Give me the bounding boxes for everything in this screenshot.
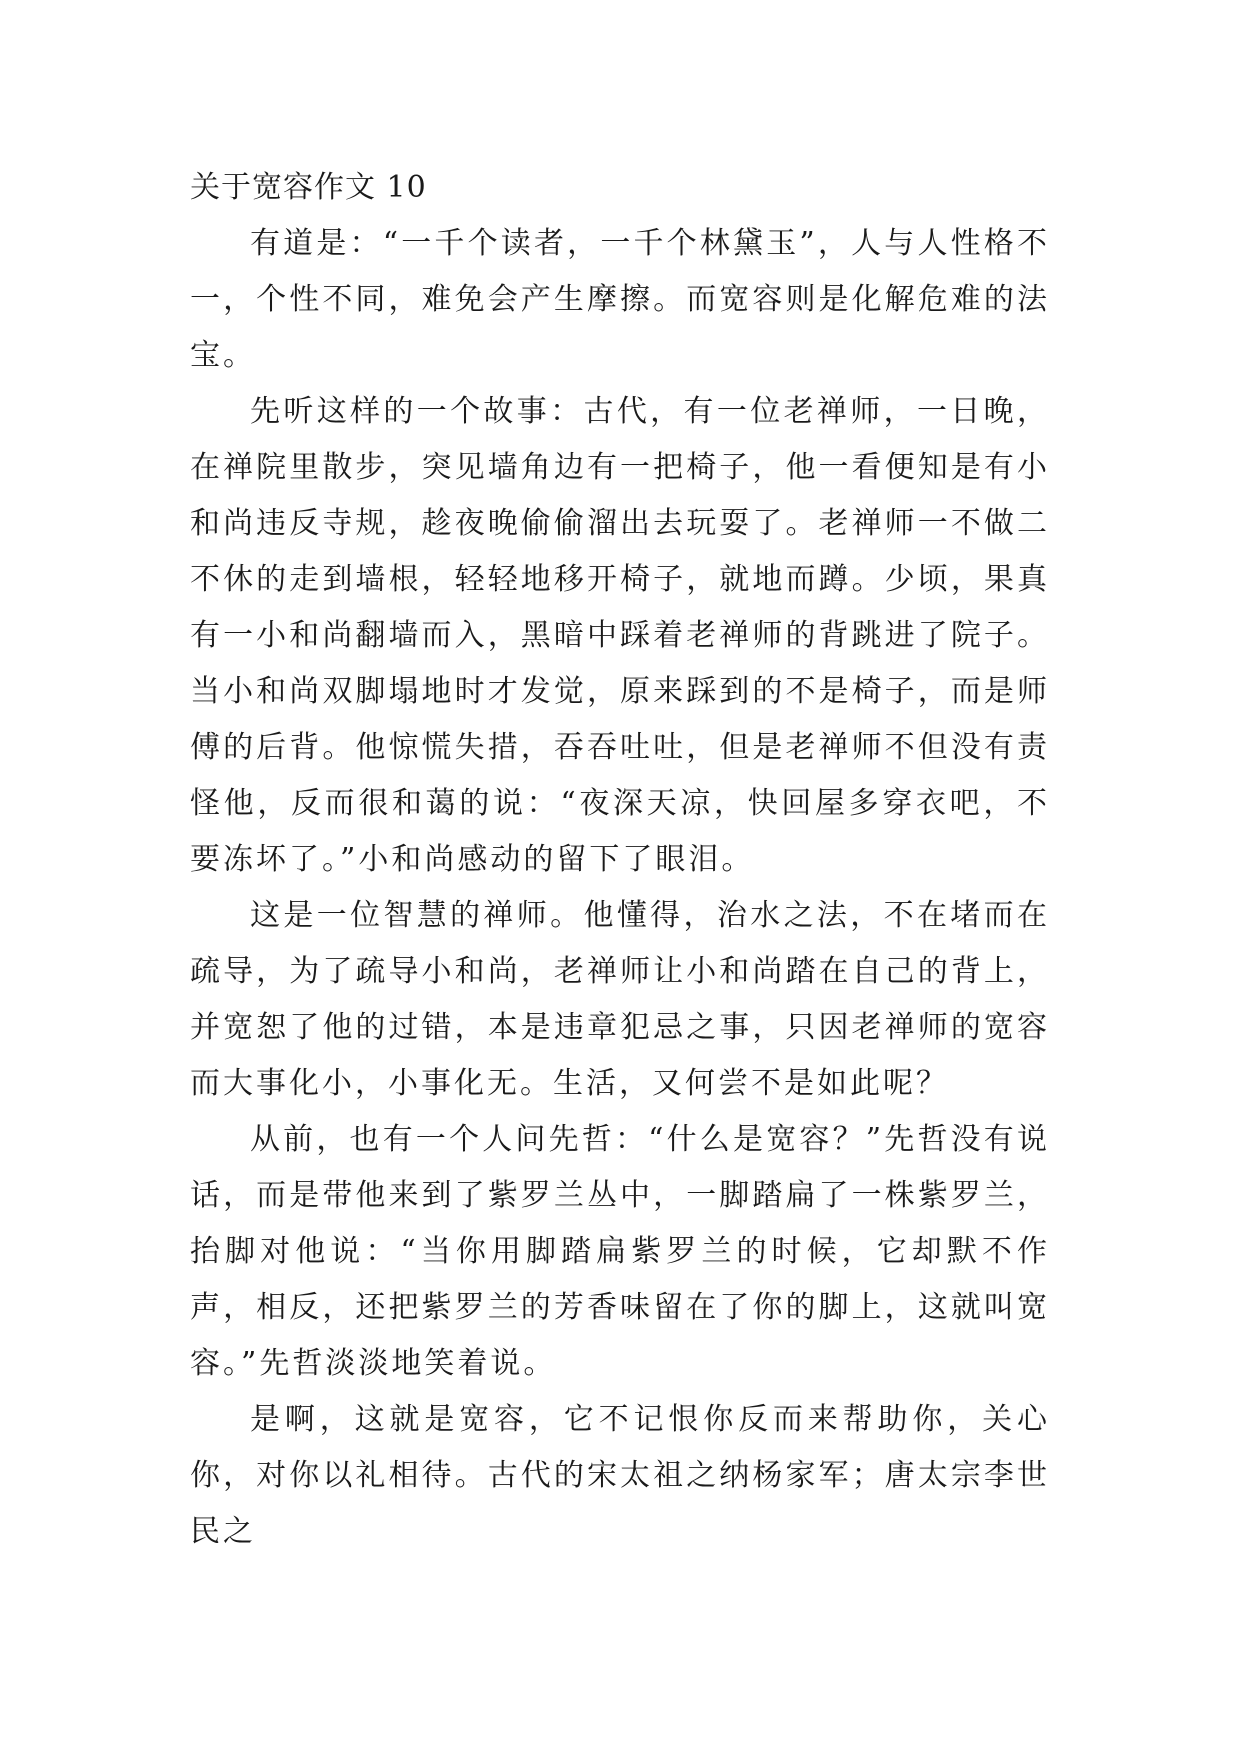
paragraph-3: 这是一位智慧的禅师。他懂得，治水之法，不在堵而在疏导，为了疏导小和尚，老禅师让小和尚踏在自己的背上，并宽恕了他的过错，本是违章犯忌之事，只因老禅师的宽容而大事化小，小事化无。生活，又何尝不是如此呢？ <box>190 898 1050 1101</box>
paragraph-4: 从前，也有一个人问先哲：“什么是宽容？”先哲没有说话，而是带他来到了紫罗兰丛中，一脚踏扁了一株紫罗兰，抬脚对他说：“当你用脚踏扁紫罗兰的时候，它却默不作声，相反，还把紫罗兰的芳香味留在了你的脚上，这就叫宽容。”先哲淡淡地笑着说。 <box>190 1122 1050 1381</box>
paragraph-5: 是啊，这就是宽容，它不记恨你反而来帮助你，关心你，对你以礼相待。古代的宋太祖之纳杨家军；唐太宗李世民之 <box>190 1402 1050 1549</box>
paragraph-1: 有道是：“一千个读者，一千个林黛玉”，人与人性格不一，个性不同，难免会产生摩擦。而宽容则是化解危难的法宝。 <box>190 226 1050 373</box>
document-body <box>190 160 1050 1560</box>
document-title: 关于宽容作文 10 <box>190 170 427 205</box>
paragraph-2: 先听这样的一个故事：古代，有一位老禅师，一日晚，在禅院里散步，突见墙角边有一把椅子，他一看便知是有小和尚违反寺规，趁夜晚偷偷溜出去玩耍了。老禅师一不做二不休的走到墙根，轻轻地移开椅子，就地而蹲。少顷，果真有一小和尚翻墙而入，黑暗中踩着老禅师的背跳进了院子。当小和尚双脚塌地时才发觉，原来踩到的不是椅子，而是师傅的后背。他惊慌失措，吞吞吐吐，但是老禅师不但没有责怪他，反而很和蔼的说：“夜深天凉，快回屋多穿衣吧，不要冻坏了。”小和尚感动的留下了眼泪。 <box>190 394 1050 877</box>
